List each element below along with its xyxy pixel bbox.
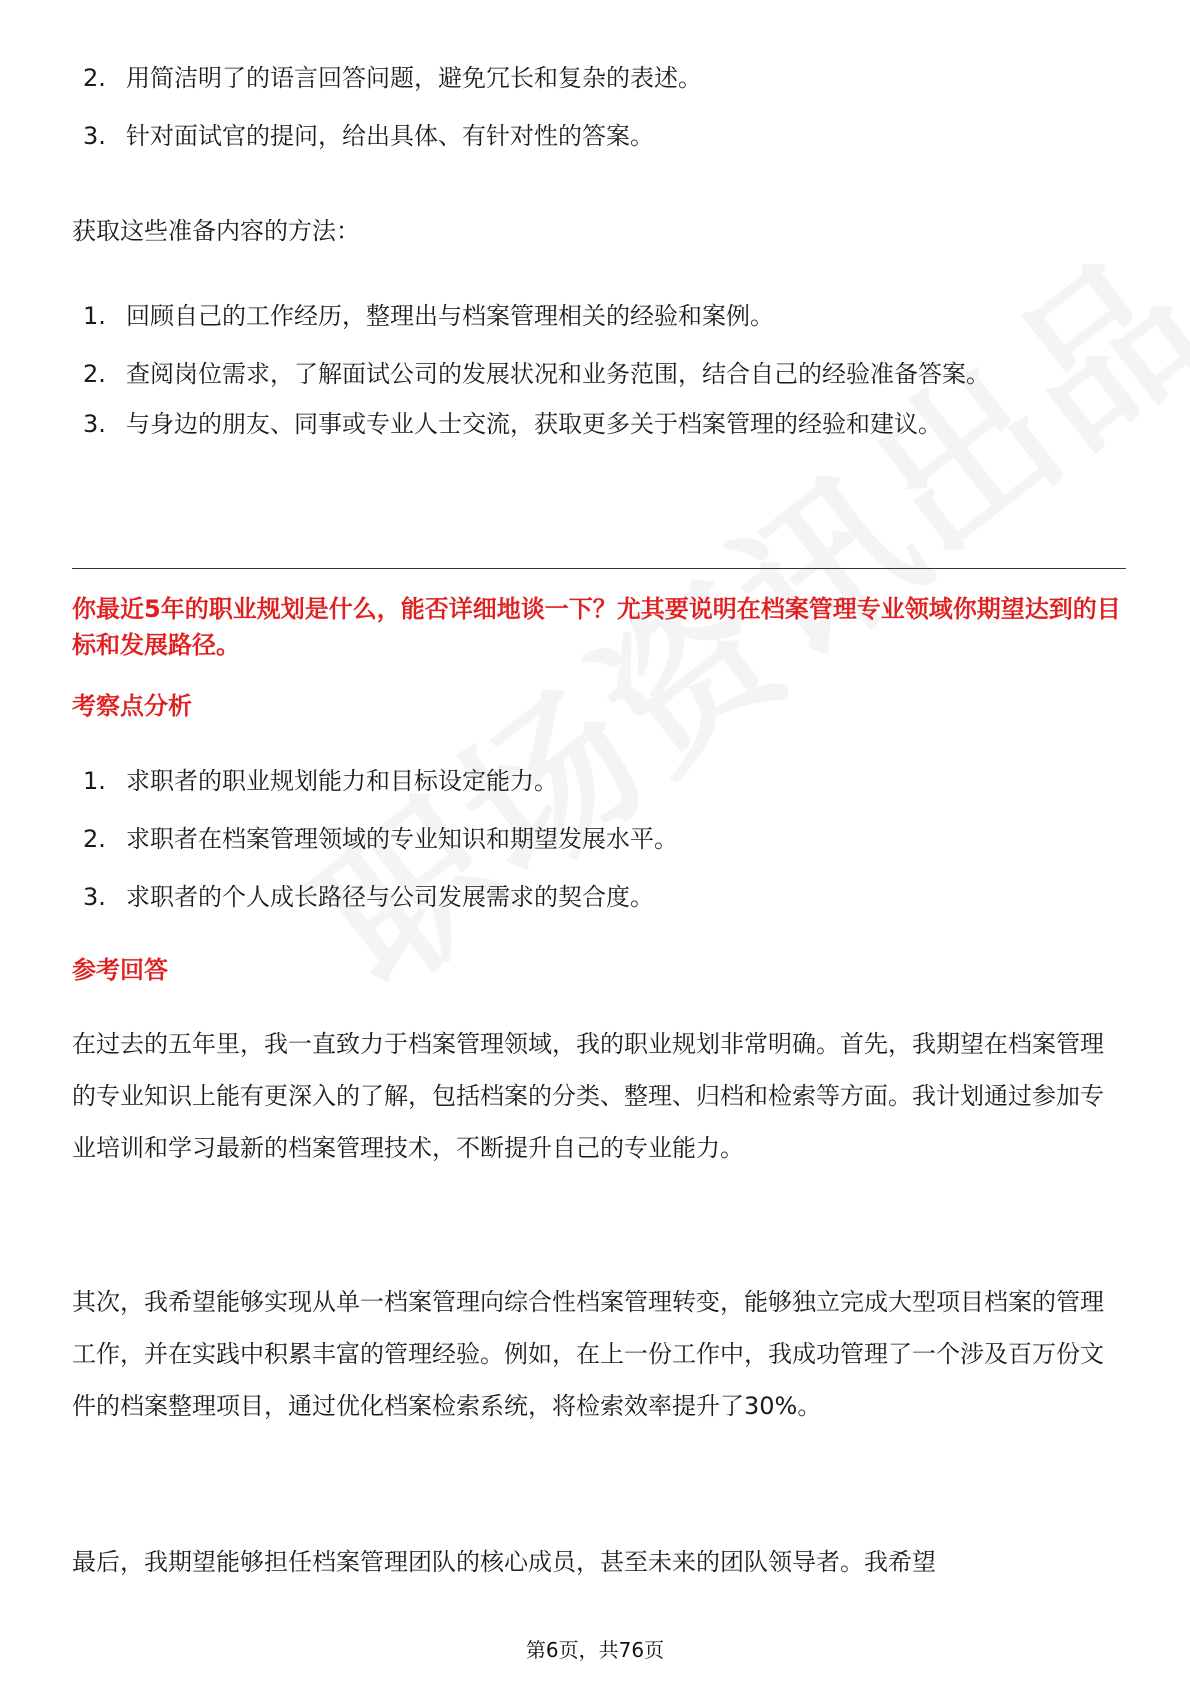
- analysis-heading: 考察点分析: [72, 692, 192, 720]
- list-number: 2.: [83, 360, 106, 388]
- list-item: [83, 406, 1128, 442]
- list-number: 1.: [83, 302, 106, 330]
- list-item: [83, 879, 1128, 915]
- list-item: [83, 60, 1128, 96]
- list-number: 2.: [83, 825, 106, 853]
- list-number: 1.: [83, 767, 106, 795]
- list-number: 3.: [83, 410, 106, 438]
- list-text: 求职者的个人成长路径与公司发展需求的契合度。: [126, 883, 654, 911]
- list-item: [83, 821, 1128, 857]
- page-number: 第6页，共76页: [525, 1638, 665, 1662]
- list-item: [83, 298, 1128, 334]
- answer-paragraph: 最后，我期望能够担任档案管理团队的核心成员，甚至未来的团队领导者。我希望: [72, 1548, 936, 1576]
- list-text: 用简洁明了的语言回答问题，避免冗长和复杂的表述。: [126, 64, 702, 92]
- analysis-list: [83, 763, 1128, 937]
- methods-list: [83, 298, 1128, 464]
- answer-paragraph: 其次，我希望能够实现从单一档案管理向综合性档案管理转变，能够独立完成大型项目档案的管理工作，并在实践中积累丰富的管理经验。例如，在上一份工作中，我成功管理了一个涉及百万份文件的档案整理项目，通过优化档案检索系统，将检索效率提升了30%。: [72, 1288, 1104, 1420]
- list-item: [83, 118, 1128, 154]
- list-number: 2.: [83, 64, 106, 92]
- list-text: 回顾自己的工作经历，整理出与档案管理相关的经验和案例。: [126, 302, 774, 330]
- prep-tips-list: [83, 60, 1128, 176]
- list-text: 查阅岗位需求，了解面试公司的发展状况和业务范围，结合自己的经验准备答案。: [126, 360, 990, 388]
- list-number: 3.: [83, 122, 106, 150]
- section-divider: [72, 568, 1126, 569]
- answer-paragraph: 在过去的五年里，我一直致力于档案管理领域，我的职业规划非常明确。首先，我期望在档案管理的专业知识上能有更深入的了解，包括档案的分类、整理、归档和检索等方面。我计划通过参加专业培训和学习最新的档案管理技术，不断提升自己的专业能力。: [72, 1030, 1104, 1162]
- list-text: 求职者在档案管理领域的专业知识和期望发展水平。: [126, 825, 678, 853]
- list-number: 3.: [83, 883, 106, 911]
- list-item: [83, 763, 1128, 799]
- list-text: 求职者的职业规划能力和目标设定能力。: [126, 767, 558, 795]
- answer-heading: 参考回答: [72, 956, 168, 984]
- list-text: 针对面试官的提问，给出具体、有针对性的答案。: [126, 122, 654, 150]
- interview-question: 你最近5年的职业规划是什么，能否详细地谈一下？尤其要说明在档案管理专业领域你期望达到的目标和发展路径。: [72, 595, 1121, 659]
- methods-heading: 获取这些准备内容的方法：: [72, 217, 360, 245]
- list-text: 与身边的朋友、同事或专业人士交流，获取更多关于档案管理的经验和建议。: [126, 410, 942, 438]
- list-item: [83, 348, 1128, 400]
